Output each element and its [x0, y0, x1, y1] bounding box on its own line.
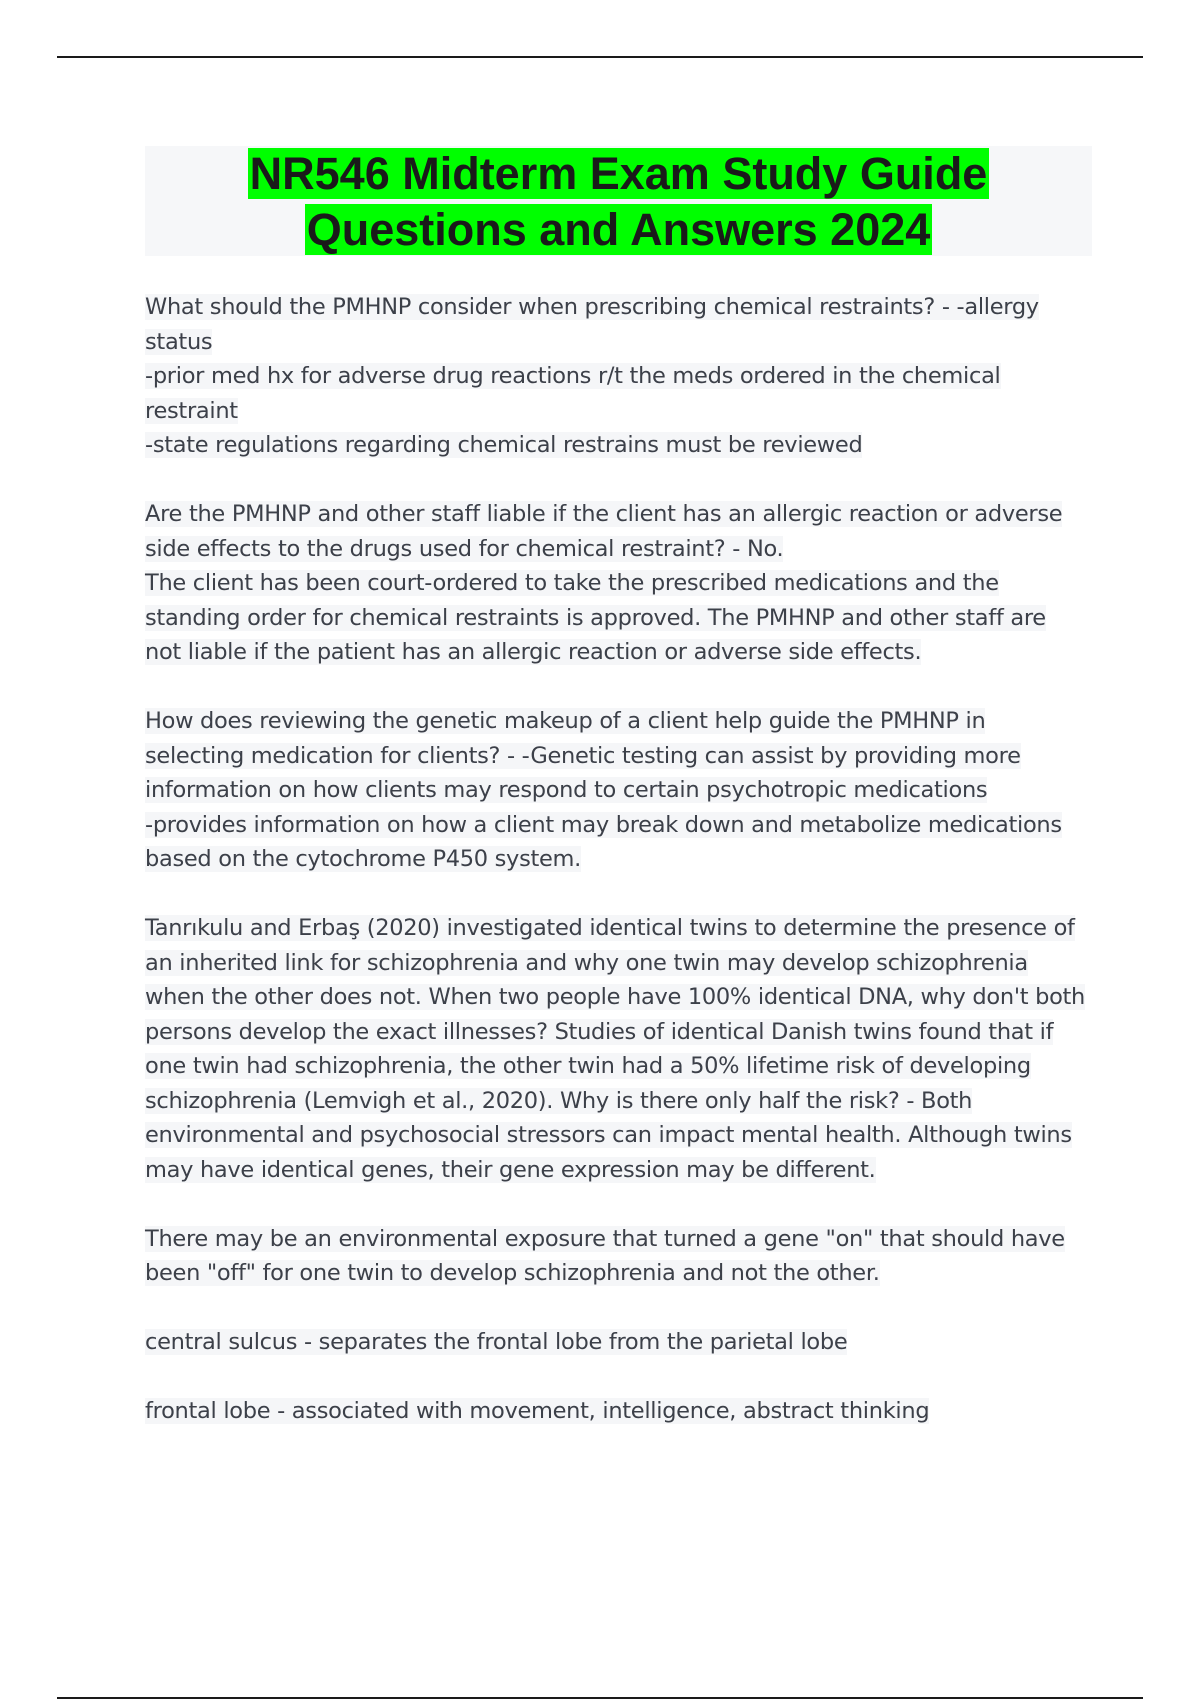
- text-line: an inherited link for schizophrenia and why one twin may develop schizophrenia: [145, 949, 1028, 976]
- text-line: -provides information on how a client may break down and metabolize medications: [145, 811, 1062, 838]
- document-body: [145, 290, 1095, 1463]
- text-line: environmental and psychosocial stressors can impact mental health. Although twins: [145, 1122, 1072, 1148]
- text-line: Tanrıkulu and Erbaş (2020) investigated identical twins to determine the presence of: [145, 915, 1075, 941]
- title-line-1: NR546 Midterm Exam Study Guide: [249, 148, 988, 199]
- text-line: standing order for chemical restraints is approved. The PMHNP and other staff are: [145, 604, 1046, 631]
- qa-paragraph-chemical-restraints: [145, 290, 1095, 463]
- top-rule: [57, 56, 1143, 58]
- text-line: information on how clients may respond to certain psychotropic medications: [145, 777, 988, 803]
- text-line: been "off" for one twin to develop schizophrenia and not the other.: [145, 1260, 880, 1286]
- text-line: The client has been court-ordered to take the prescribed medications and the: [145, 570, 999, 596]
- text-line: schizophrenia (Lemvigh et al., 2020). Why is there only half the risk? - Both: [145, 1087, 973, 1114]
- text-line: may have identical genes, their gene expression may be different.: [145, 1156, 876, 1183]
- text-line: -prior med hx for adverse drug reactions r/t the meds ordered in the chemical: [145, 363, 1001, 389]
- text-line: frontal lobe - associated with movement, intelligence, abstract thinking: [145, 1398, 930, 1424]
- text-line: restraint: [145, 397, 238, 424]
- text-line: when the other does not. When two people have 100% identical DNA, why don't both: [145, 984, 1086, 1010]
- qa-paragraph-liability: [145, 497, 1095, 670]
- document-title: [145, 146, 1092, 256]
- text-line: one twin had schizophrenia, the other twin had a 50% lifetime risk of developing: [145, 1053, 1031, 1079]
- qa-paragraph-gene-expression: [145, 1222, 1095, 1291]
- text-line: not liable if the patient has an allergic reaction or adverse side effects.: [145, 639, 922, 665]
- text-line: based on the cytochrome P450 system.: [145, 846, 582, 872]
- text-line: There may be an environmental exposure that turned a gene "on" that should have: [145, 1225, 1065, 1252]
- text-line: selecting medication for clients? - -Genetic testing can assist by providing more: [145, 742, 1021, 769]
- text-line: side effects to the drugs used for chemical restraint? - No.: [145, 535, 784, 562]
- bottom-rule: [57, 1697, 1143, 1699]
- text-line: Are the PMHNP and other staff liable if the client has an allergic reaction or adverse: [145, 501, 1063, 527]
- qa-paragraph-central-sulcus: [145, 1325, 1095, 1360]
- text-line: How does reviewing the genetic makeup of a client help guide the PMHNP in: [145, 708, 986, 734]
- text-line: central sulcus - separates the frontal lobe from the parietal lobe: [145, 1329, 848, 1355]
- qa-paragraph-frontal-lobe: [145, 1394, 1095, 1429]
- title-line-2: Questions and Answers 2024: [306, 204, 931, 255]
- text-line: status: [145, 328, 213, 355]
- qa-paragraph-identical-twins: [145, 911, 1095, 1187]
- text-line: What should the PMHNP consider when prescribing chemical restraints? - -allergy: [145, 294, 1039, 320]
- text-line: persons develop the exact illnesses? Studies of identical Danish twins found that if: [145, 1018, 1054, 1045]
- qa-paragraph-genetic-makeup: [145, 704, 1095, 877]
- text-line: -state regulations regarding chemical restrains must be reviewed: [145, 432, 863, 458]
